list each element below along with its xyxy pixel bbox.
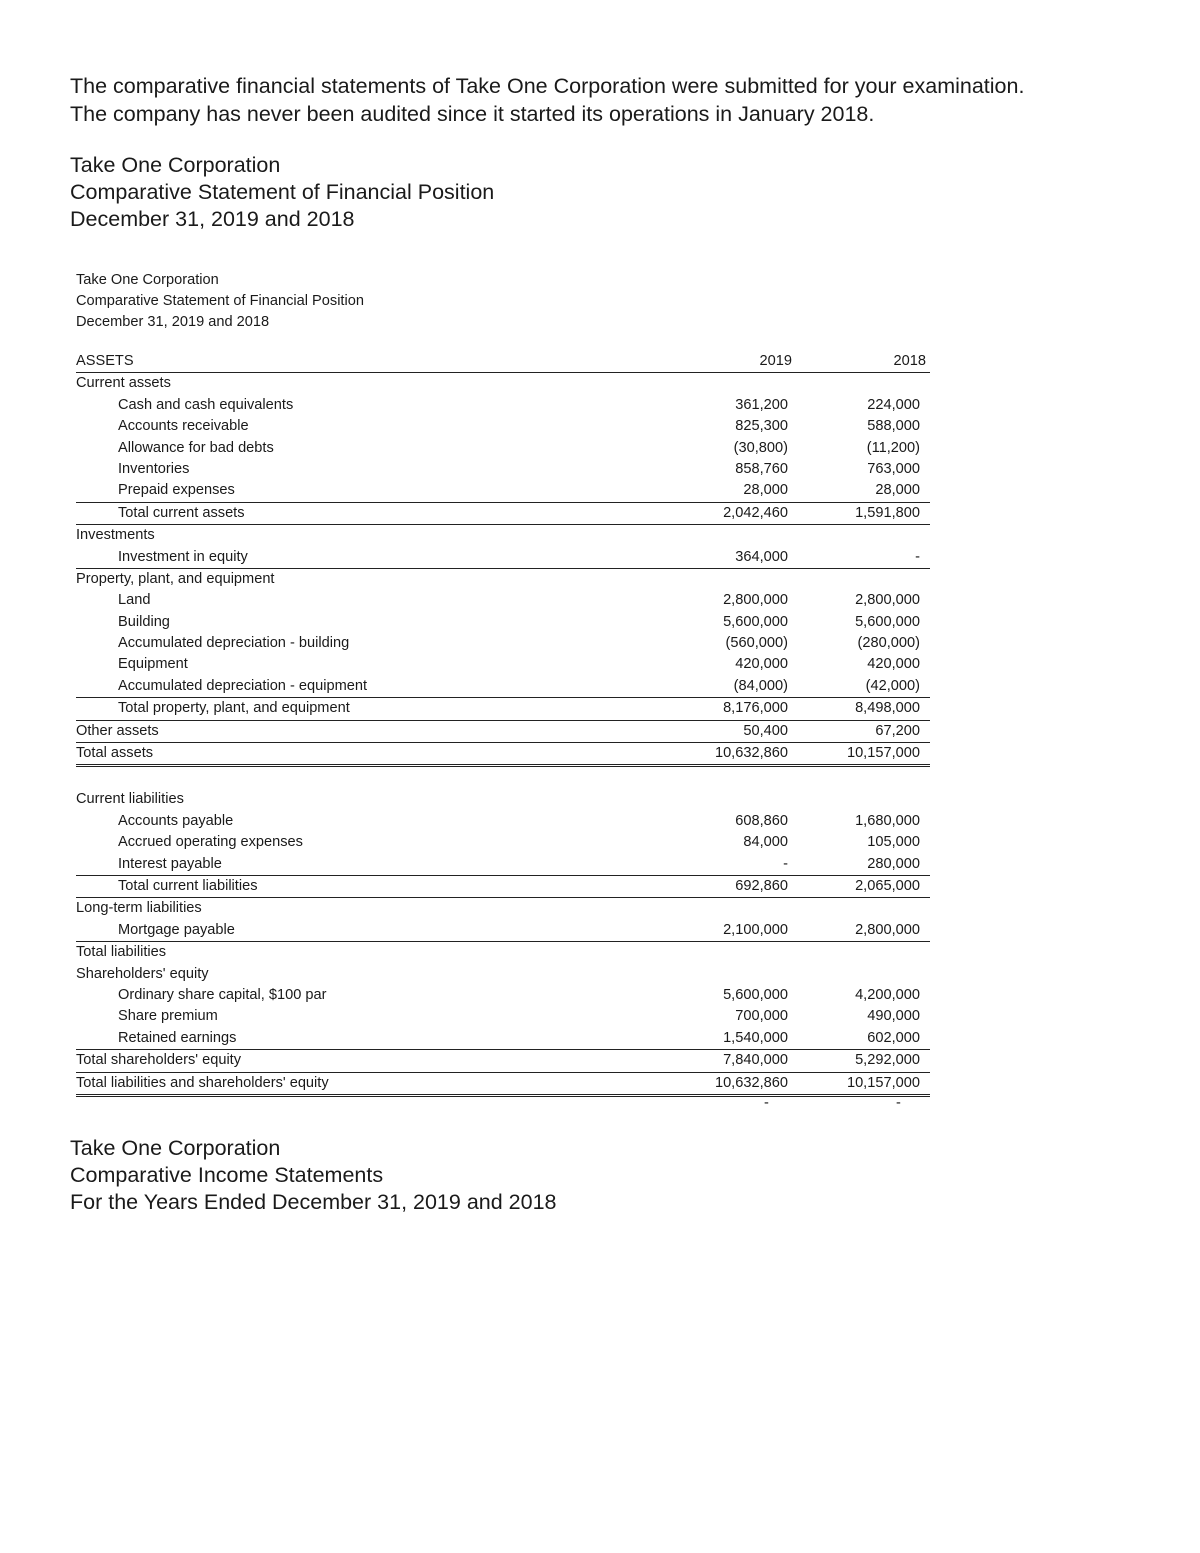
value-2018: 490,000	[867, 1008, 920, 1025]
value-2018: 420,000	[867, 656, 920, 673]
column-2018-header: 2018	[893, 353, 926, 369]
income-statement-heading	[70, 1135, 557, 1216]
value-2018: 10,157,000	[846, 745, 920, 762]
table-row	[76, 395, 930, 416]
table-row	[76, 612, 930, 633]
value-2019: 10,632,860	[714, 745, 788, 762]
section-spacer	[76, 767, 930, 789]
table-row	[76, 985, 930, 1006]
row-label: Total current assets	[118, 504, 245, 521]
table-row	[76, 964, 930, 985]
value-2019: 84,000	[743, 834, 788, 851]
check-2018: -	[896, 1094, 901, 1111]
value-2019: 1,540,000	[723, 1029, 788, 1046]
table-row	[76, 654, 930, 675]
table-title-statement: Comparative Statement of Financial Position	[76, 293, 364, 309]
table-row	[76, 854, 930, 876]
table-header-row	[76, 351, 930, 373]
row-label: Prepaid expenses	[118, 482, 235, 499]
row-label: Inventories	[118, 460, 190, 477]
row-label: Accumulated depreciation - equipment	[118, 677, 368, 694]
row-label: Total assets	[76, 745, 154, 762]
value-2019: 5,600,000	[723, 986, 788, 1003]
value-2018: (11,200)	[866, 439, 920, 456]
table-row	[76, 1006, 930, 1027]
row-label: Total current liabilities	[118, 877, 258, 894]
row-label: Equipment	[118, 656, 188, 673]
value-2019: 50,400	[743, 722, 788, 739]
value-2019: 28,000	[743, 482, 788, 499]
statement-title: Comparative Statement of Financial Position	[70, 180, 495, 204]
row-label: Land	[118, 592, 151, 609]
table-row	[76, 590, 930, 611]
value-2019: 692,860	[735, 877, 788, 894]
value-2018: 602,000	[867, 1029, 920, 1046]
value-2019: (30,800)	[733, 439, 788, 456]
row-label: Ordinary share capital, $100 par	[118, 986, 327, 1003]
value-2019: 2,800,000	[723, 592, 788, 609]
row-label: Long-term liabilities	[76, 900, 202, 917]
value-2019: 364,000	[735, 548, 788, 565]
row-label: Total property, plant, and equipment	[118, 700, 350, 717]
value-2019: 700,000	[735, 1008, 788, 1025]
row-label: Share premium	[118, 1008, 218, 1025]
table-row-total	[76, 503, 930, 525]
row-label: Accumulated depreciation - building	[118, 635, 350, 652]
table-row	[76, 1028, 930, 1050]
row-label: Building	[118, 613, 170, 630]
table-title-date: December 31, 2019 and 2018	[76, 314, 270, 330]
table-title	[76, 270, 930, 333]
row-label: Interest payable	[118, 855, 222, 872]
value-2019: 825,300	[735, 418, 788, 435]
table-row-total	[76, 876, 930, 898]
row-label: Other assets	[76, 722, 159, 739]
row-label: Total shareholders' equity	[76, 1052, 242, 1069]
value-2018: 67,200	[875, 722, 920, 739]
company-name: Take One Corporation	[70, 153, 281, 177]
table-row	[76, 438, 930, 459]
value-2019: (560,000)	[725, 635, 788, 652]
value-2019: -	[783, 855, 788, 872]
row-label: Current liabilities	[76, 791, 184, 808]
table-row	[76, 373, 930, 394]
value-2018: 763,000	[867, 460, 920, 477]
column-2019-header: 2019	[759, 353, 792, 369]
value-2019: 420,000	[735, 656, 788, 673]
value-2019: 5,600,000	[723, 613, 788, 630]
value-2018: 2,800,000	[855, 921, 920, 938]
table-row	[76, 547, 930, 569]
row-label: Investments	[76, 527, 155, 544]
statement-date: December 31, 2019 and 2018	[70, 207, 355, 231]
financial-position-heading	[70, 152, 494, 233]
value-2019: 361,200	[735, 396, 788, 413]
table-row-total	[76, 942, 930, 963]
statement-period: For the Years Ended December 31, 2019 and 2018	[70, 1190, 557, 1214]
value-2018: -	[915, 548, 920, 565]
row-label: Shareholders' equity	[76, 965, 209, 982]
table-row	[76, 416, 930, 437]
table-row	[76, 832, 930, 853]
table-row	[76, 633, 930, 654]
table-row	[76, 569, 930, 590]
table-row	[76, 721, 930, 743]
value-2018: 588,000	[867, 418, 920, 435]
value-2018: 28,000	[875, 482, 920, 499]
intro-line-1: The comparative financial statements of Take One Corporation were submitted for your examination.	[70, 74, 1025, 98]
row-label: Cash and cash equivalents	[118, 396, 294, 413]
value-2019: 7,840,000	[723, 1052, 788, 1069]
value-2019: 8,176,000	[723, 700, 788, 717]
table-title-company: Take One Corporation	[76, 272, 219, 288]
row-label: Investment in equity	[118, 548, 248, 565]
value-2018: 1,591,800	[855, 504, 920, 521]
value-2018: 5,292,000	[855, 1052, 920, 1069]
value-2019: 608,860	[735, 812, 788, 829]
row-label: Accounts payable	[118, 812, 234, 829]
assets-header: ASSETS	[76, 353, 134, 369]
table-row	[76, 525, 930, 546]
table-row	[76, 480, 930, 502]
value-2019: 858,760	[735, 460, 788, 477]
value-2018: (42,000)	[865, 677, 920, 694]
row-label: Current assets	[76, 375, 171, 392]
table-row	[76, 676, 930, 698]
row-label: Total liabilities	[76, 944, 167, 961]
value-2018: 8,498,000	[855, 700, 920, 717]
value-2018: 4,200,000	[855, 986, 920, 1003]
value-2018: 10,157,000	[846, 1074, 920, 1091]
balance-check-row	[76, 1094, 930, 1117]
value-2018: 2,065,000	[855, 877, 920, 894]
value-2019: 10,632,860	[714, 1074, 788, 1091]
value-2019: (84,000)	[733, 677, 788, 694]
row-label: Allowance for bad debts	[118, 439, 274, 456]
value-2018: 2,800,000	[855, 592, 920, 609]
table-row-grand-total	[76, 743, 930, 767]
check-2019: -	[764, 1094, 769, 1111]
value-2018: 280,000	[867, 855, 920, 872]
row-label: Accrued operating expenses	[118, 834, 303, 851]
intro-text	[70, 72, 1024, 128]
table-row	[76, 920, 930, 942]
value-2019: 2,042,460	[723, 504, 788, 521]
table-row	[76, 898, 930, 919]
row-label: Retained earnings	[118, 1029, 237, 1046]
value-2018: (280,000)	[857, 635, 920, 652]
table-row	[76, 811, 930, 832]
intro-line-2: The company has never been audited since it started its operations in January 2018.	[70, 102, 875, 126]
table-row-total	[76, 1050, 930, 1072]
row-label: Accounts receivable	[118, 418, 249, 435]
row-label: Total liabilities and shareholders' equity	[76, 1074, 329, 1091]
row-label: Mortgage payable	[118, 921, 235, 938]
value-2018: 224,000	[867, 396, 920, 413]
table-row-total	[76, 698, 930, 720]
table-row-grand-total	[76, 1073, 930, 1097]
value-2018: 1,680,000	[855, 812, 920, 829]
table-row	[76, 459, 930, 480]
value-2019: 2,100,000	[723, 921, 788, 938]
statement-title: Comparative Income Statements	[70, 1163, 384, 1187]
table-row	[76, 789, 930, 810]
company-name: Take One Corporation	[70, 1136, 281, 1160]
value-2018: 5,600,000	[855, 613, 920, 630]
financial-position-table	[76, 270, 930, 1117]
row-label: Property, plant, and equipment	[76, 570, 275, 587]
value-2018: 105,000	[867, 834, 920, 851]
